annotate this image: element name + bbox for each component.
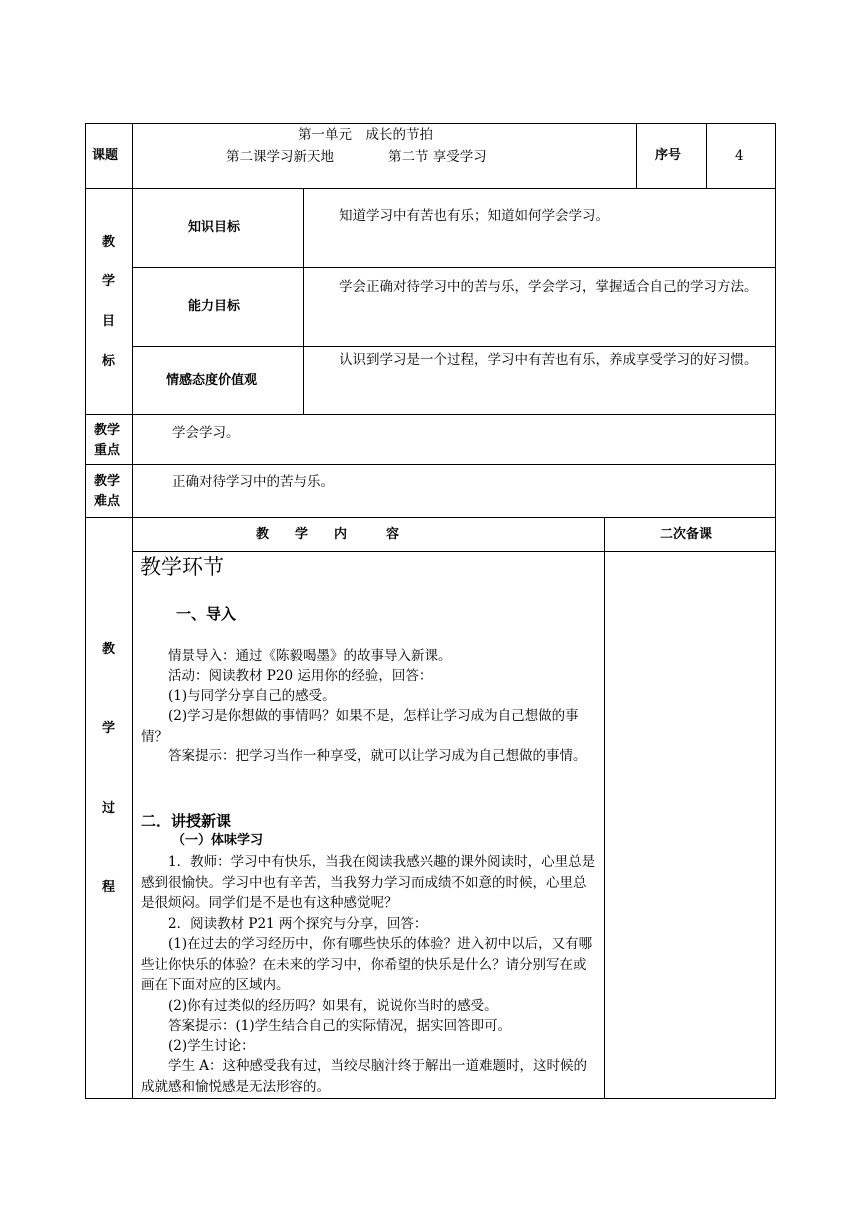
goals-side-char: 目	[102, 314, 116, 329]
intro-heading: 一、导入	[176, 605, 237, 623]
goal-text-ability: 学会正确对待学习中的苦与乐，学会学习，掌握适合自己的学习方法。	[339, 279, 758, 295]
divider-seq-label	[636, 123, 637, 188]
goal-text-attitude: 认识到学习是一个过程，学习中有苦也有乐，养成享受学习的好习惯。	[339, 352, 758, 368]
difficulty-label: 教学	[94, 474, 121, 489]
difficulty-text: 正确对待学习中的苦与乐。	[172, 474, 334, 490]
goals-side-char: 标	[102, 354, 116, 369]
divider-goals	[85, 414, 776, 415]
divider-header	[85, 188, 776, 189]
keypoint-label: 教学	[94, 423, 121, 438]
goal-label-ability: 能力目标	[188, 299, 241, 314]
body-paragraph: 2．阅读教材 P21 两个探究与分享，回答：	[168, 916, 428, 932]
intro-paragraph: 答案提示：把学习当作一种享受，就可以让学习成为自己想做的事情。	[168, 748, 587, 764]
sub-heading: （一）体味学习	[172, 833, 264, 848]
intro-paragraph: 情景导入：通过《陈毅喝墨》的故事导入新课。	[168, 648, 452, 664]
divider-keypoint	[85, 464, 776, 465]
divider-difficulty	[85, 517, 776, 518]
goals-side-char: 教	[102, 235, 116, 250]
divider-content-header	[132, 551, 776, 552]
body-paragraph: (2)你有过类似的经历吗？如果有，说说你当时的感受。	[168, 998, 498, 1014]
divider-seq-value	[706, 123, 707, 188]
seq-label: 序号	[655, 148, 682, 163]
goal-label-knowledge: 知识目标	[188, 220, 241, 235]
keypoint-text: 学会学习。	[172, 425, 240, 441]
divider-left-column	[132, 123, 133, 1099]
divider-goal-label	[303, 188, 304, 414]
keypoint-label: 重点	[94, 443, 121, 458]
content-column-header: 教 学 内 容	[256, 527, 400, 542]
divider-goal-1	[132, 267, 776, 268]
difficulty-label: 难点	[94, 494, 121, 509]
process-side-char: 过	[102, 801, 116, 816]
notes-column-header: 二次备课	[660, 527, 713, 542]
divider-notes-column	[604, 517, 605, 1099]
process-side-char: 程	[102, 880, 116, 895]
seq-value: 4	[735, 148, 744, 164]
lesson-title: 第二课学习新天地 第二节 享受学习	[226, 149, 487, 165]
process-side-char: 教	[102, 642, 116, 657]
body-paragraph: (2)学生讨论：	[168, 1038, 255, 1054]
process-side-char: 学	[102, 721, 116, 736]
body-paragraph: 学生 A：这种感受我有过，当绞尽脑汁终于解出一道难题时，这时候的成就感和愉悦感是无法形容的。	[141, 1058, 588, 1095]
goals-side-char: 学	[102, 274, 116, 289]
intro-paragraph: 活动：阅读教材 P20 运用你的经验，回答：	[168, 668, 433, 684]
topic-label: 课题	[92, 148, 119, 163]
intro-paragraph: (1)与同学分享自己的感受。	[168, 688, 336, 704]
divider-goal-2	[132, 346, 776, 347]
goal-text-knowledge: 知道学习中有苦也有乐；知道如何学会学习。	[339, 208, 609, 224]
body-paragraph: 1．教师：学习中有快乐，当我在阅读我感兴趣的课外阅读时，心里总是感到很愉快。学习中也有辛苦，当我努力学习而成绩不如意的时候，心里总是很烦闷。同学们是不是也有这种感觉呢？	[141, 854, 596, 911]
body-paragraph: (1)在过去的学习经历中，你有哪些快乐的体验？进入初中以后，又有哪些让你快乐的体验？在未来的学习中，你希望的快乐是什么？请分别写在或画在下面对应的区域内。	[141, 936, 593, 993]
section-title: 教学环节	[140, 555, 224, 579]
unit-title: 第一单元 成长的节拍	[298, 127, 433, 143]
goal-label-attitude: 情感态度价值观	[166, 373, 258, 388]
body-paragraph: 答案提示：(1)学生结合自己的实际情况，据实回答即可。	[168, 1018, 512, 1034]
intro-paragraph: (2)学习是你想做的事情吗？如果不是，怎样让学习成为自己想做的事情？	[141, 708, 579, 745]
new-lesson-heading: 二．讲授新课	[141, 812, 232, 830]
